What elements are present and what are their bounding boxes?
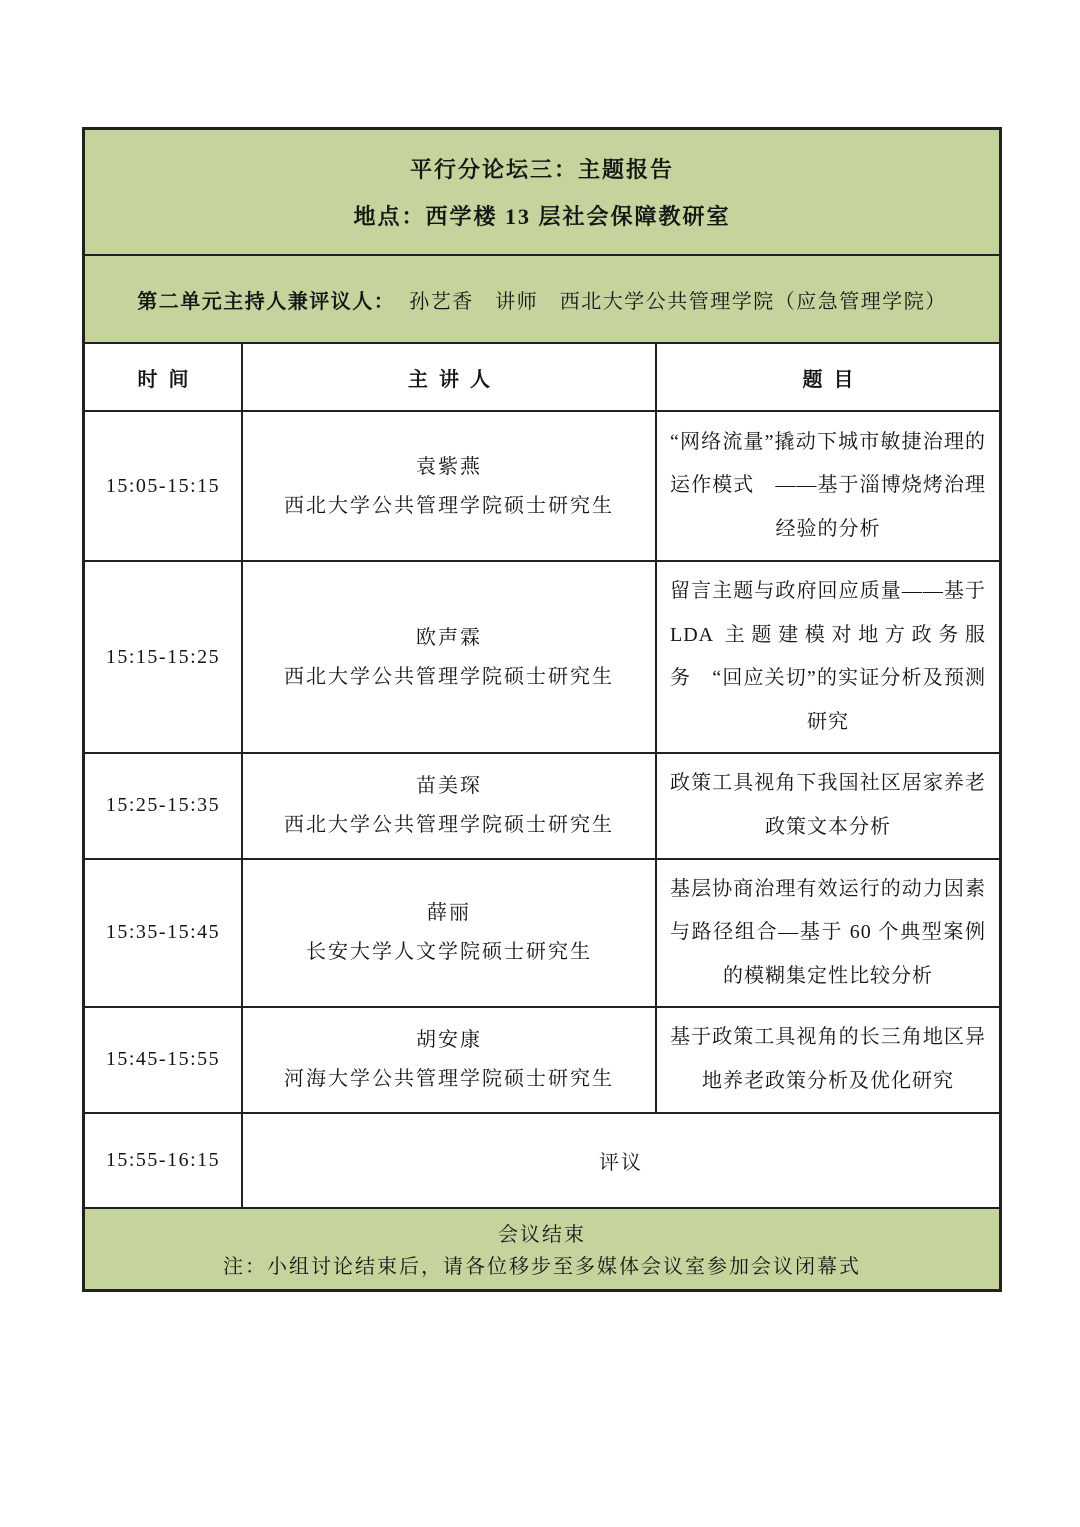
- col-header-topic: 题目: [655, 344, 999, 410]
- topic-title: 基层协商治理有效运行的动力因素与路径组合—基于 60 个典型案例的模糊集定性比较分析: [670, 877, 986, 987]
- review-row: [85, 1112, 999, 1207]
- table-footer-block: [85, 1207, 999, 1289]
- topic-cell: [655, 754, 999, 857]
- table-row: [85, 560, 999, 752]
- schedule-table: [82, 127, 1002, 1292]
- table-row: [85, 410, 999, 560]
- time-slot: 15:05-15:15: [105, 474, 221, 497]
- review-label: 评议: [599, 1151, 643, 1174]
- table-row: [85, 858, 999, 1007]
- moderator-label: 第二单元主持人兼评议人：: [137, 290, 396, 313]
- topic-title: 基于政策工具视角的长三角地区异地养老政策分析及优化研究: [670, 1026, 986, 1092]
- moderator-row: [85, 254, 999, 342]
- column-header-row: [85, 342, 999, 410]
- closing-note-line: 注：小组讨论结束后，请各位移步至多媒体会议室参加会议闭幕式: [223, 1256, 861, 1279]
- meeting-end-line: 会议结束: [498, 1223, 586, 1246]
- topic-cell: [655, 412, 999, 560]
- table-row: [85, 752, 999, 857]
- location-line: 地点：西学楼 13 层社会保障教研室: [353, 204, 731, 230]
- time-slot: 15:45-15:55: [105, 1048, 221, 1071]
- forum-title: 平行分论坛三：主题报告: [409, 156, 674, 182]
- time-slot: 15:55-16:15: [105, 1148, 221, 1171]
- speaker-cell: [241, 754, 655, 857]
- speaker-name: 薛丽: [427, 902, 471, 925]
- col-header-speaker: 主讲人: [241, 344, 655, 410]
- time-slot: 15:25-15:35: [105, 794, 221, 817]
- speaker-cell: [241, 562, 655, 752]
- table-row: [85, 1006, 999, 1111]
- topic-cell: [655, 1008, 999, 1111]
- speaker-name: 苗美琛: [416, 775, 482, 798]
- speaker-name: 胡安康: [416, 1029, 482, 1052]
- topic-title: 留言主题与政府回应质量——基于 LDA 主题建模对地方政务服务 “回应关切”的实证分析及预测研究: [670, 580, 986, 733]
- speaker-name: 袁紫燕: [416, 455, 482, 478]
- table-title-block: [85, 130, 999, 254]
- speaker-cell: [241, 860, 655, 1007]
- speaker-name: 欧声霖: [416, 626, 482, 649]
- speaker-cell: [241, 412, 655, 560]
- topic-title: “网络流量”撬动下城市敏捷治理的运作模式 ——基于淄博烧烤治理经验的分析: [670, 430, 986, 540]
- topic-cell: [655, 562, 999, 752]
- topic-title: 政策工具视角下我国社区居家养老政策文本分析: [670, 772, 986, 838]
- time-slot: 15:15-15:25: [105, 645, 221, 668]
- col-header-time: 时间: [137, 368, 200, 391]
- speaker-affiliation: 西北大学公共管理学院硕士研究生: [284, 814, 614, 837]
- topic-cell: [655, 860, 999, 1007]
- speaker-cell: [241, 1008, 655, 1111]
- review-cell: [241, 1114, 999, 1207]
- speaker-affiliation: 西北大学公共管理学院硕士研究生: [284, 665, 614, 688]
- speaker-affiliation: 河海大学公共管理学院硕士研究生: [284, 1068, 614, 1091]
- speaker-affiliation: 长安大学人文学院硕士研究生: [306, 941, 592, 964]
- time-slot: 15:35-15:45: [105, 921, 221, 944]
- speaker-affiliation: 西北大学公共管理学院硕士研究生: [284, 494, 614, 517]
- moderator-value: 孙艺香 讲师 西北大学公共管理学院（应急管理学院）: [409, 290, 947, 313]
